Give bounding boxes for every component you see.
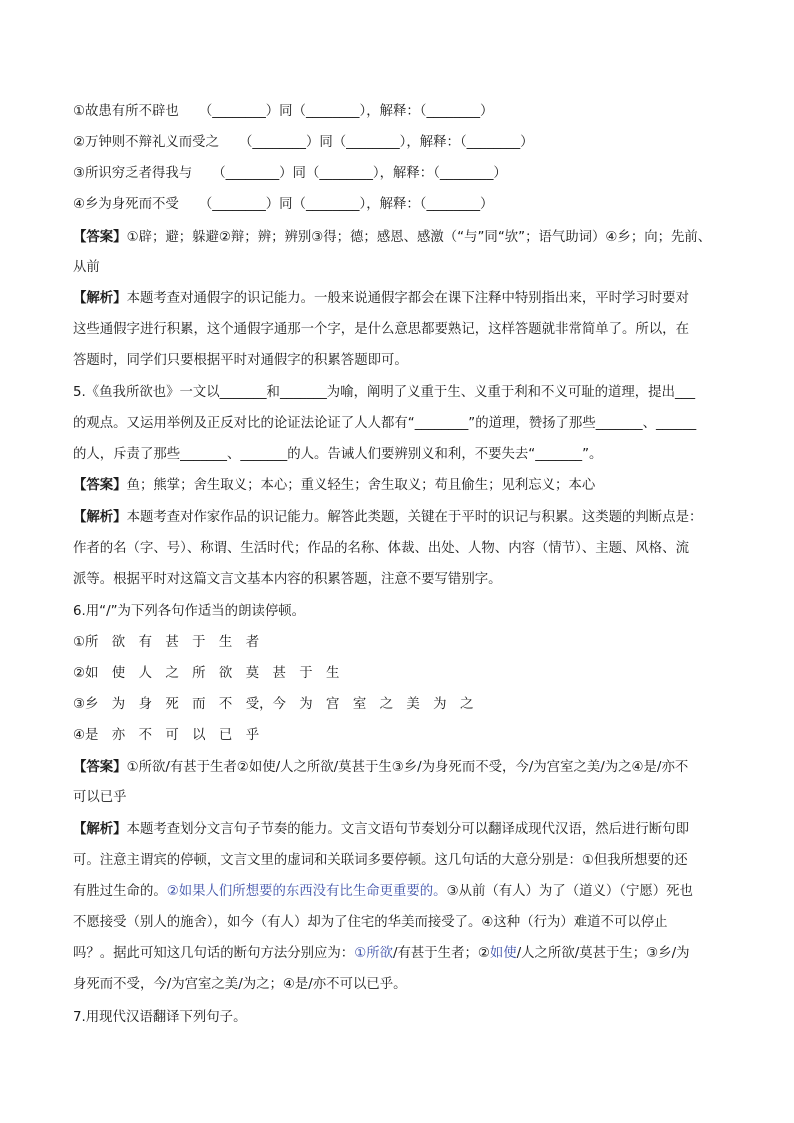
q7-title: 7.用现代汉语翻译下列句子。 (73, 1010, 247, 1025)
q4-answer-line-1 (73, 228, 734, 248)
highlighted-text: 如使 (489, 946, 517, 961)
q6-title: 6.用“/”为下列各句作适当的朗读停顿。 (73, 604, 306, 619)
q6-analysis-line-5 (73, 944, 734, 964)
q4-analysis-line-3: 答题时，同学们只要根据平时对通假字的积累答题即可。 (73, 353, 408, 368)
answer-tag: 【答案】 (73, 230, 127, 245)
q4-item-3: ③所识穷乏者得我与 （________）同（________），解释：（________） (73, 166, 507, 181)
analysis-text: /人之所欲/莫甚于生；③乡/为 (516, 946, 690, 961)
analysis-text: ③从前（有人）为了（道义）（宁愿）死也 (446, 884, 693, 899)
q6-sentence-3: ③乡 为 身 死 而 不 受，今 为 宫 室 之 美 为 之 (73, 697, 474, 712)
q6-analysis-line-1 (73, 820, 734, 840)
analysis-tag: 【解析】 (73, 291, 127, 306)
analysis-tag: 【解析】 (73, 822, 127, 837)
answer-tag: 【答案】 (73, 760, 127, 775)
q5-answer (73, 476, 734, 496)
q6-answer-line-1 (73, 758, 734, 778)
q5-line-2: 的观点。又运用举例及正反对比的论证法论证了人人都有“________”的道理，赞扬了那些_______、______ (73, 416, 697, 431)
analysis-text: 本题考查对作家作品的识记能力。解答此类题，关键在于平时的识记与积累。这类题的判断点是： (126, 510, 703, 525)
q5-analysis-line-2: 作者的名（字、号）、称谓、生活时代；作品的名称、体裁、出处、人物、内容（情节）、主题、风格、流 (73, 541, 689, 556)
q6-answer-line-2: 可以已乎 (73, 790, 127, 805)
q5-analysis-line-1 (73, 508, 734, 528)
analysis-text: 本题考查划分文言句子节奏的能力。文言文语句节奏划分可以翻译成现代汉语，然后进行断句即 (126, 822, 689, 837)
q6-analysis-line-4: 不愿接受（别人的施舍），如今（有人）却为了住宅的华美而接受了。④这种（行为）难道不可以停止 (73, 915, 668, 930)
q6-analysis-line-3 (73, 882, 734, 902)
analysis-text: /有甚于生者；② (393, 946, 490, 961)
answer-text: ①辟；避；躲避②辩；辨；辨别③得；德；感恩、感激（“与”同“欤”；语气助词）④乡；向；先前、 (126, 230, 712, 245)
answer-tag: 【答案】 (73, 478, 127, 493)
q5-line-3: 的人，斥责了那些_______、_______的人。告诫人们要辨别义和利，不要失去“_______”。 (73, 447, 603, 462)
analysis-text: 吗？。据此可知这几句话的断句方法分别应为： (73, 946, 355, 961)
q6-sentence-4: ④是 亦 不 可 以 已 乎 (73, 728, 260, 743)
q4-analysis-line-1 (73, 289, 734, 309)
q6-analysis-line-6: 身死而不受，今/为宫室之美/为之；④是/亦不可以已乎。 (73, 977, 407, 992)
q5-analysis-line-3: 派等。根据平时对这篇文言文基本内容的积累答题，注意不要写错别字。 (73, 572, 502, 587)
answer-text: ①所欲/有甚于生者②如使/人之所欲/莫甚于生③乡/为身死而不受，今/为宫室之美/为之④是/亦不 (126, 760, 689, 775)
answer-text: 鱼；熊掌；舍生取义；本心；重义轻生；舍生取义；苟且偷生；见利忘义；本心 (126, 478, 596, 493)
q6-analysis-line-2: 可。注意主谓宾的停顿，文言文里的虚词和关联词多要停顿。这几句话的大意分别是：①但我所想要的还 (73, 853, 688, 868)
analysis-text: 本题考查对通假字的识记能力。一般来说通假字都会在课下注释中特别指出来，平时学习时要对 (126, 291, 689, 306)
q6-sentence-1: ①所 欲 有 甚 于 生 者 (73, 635, 260, 650)
analysis-tag: 【解析】 (73, 510, 127, 525)
q4-analysis-line-2: 这些通假字进行积累，这个通假字通那一个字，是什么意思都要熟记，这样答题就非常简单了。所以，在 (73, 322, 689, 337)
highlighted-text: ②如果人们所想要的东西没有比生命更重要的。 (166, 884, 447, 899)
q4-item-4: ④乡为身死而不受 （________）同（________），解释：（________） (73, 197, 494, 212)
analysis-text: 有胜过生命的。 (73, 884, 167, 899)
q4-item-2: ②万钟则不辩礼义而受之 （________）同（________），解释：（________） (73, 135, 534, 150)
q4-item-1: ①故患有所不辟也 （________）同（________），解释：（________） (73, 104, 494, 119)
highlighted-text: ①所欲 (354, 946, 393, 961)
q4-answer-line-2: 从前 (73, 260, 100, 275)
q5-line-1: 5.《鱼我所欲也》一文以_______和_______为喻，阐明了义重于生、义重于利和不义可耻的道理，提出___ (73, 385, 696, 400)
q6-sentence-2: ②如 使 人 之 所 欲 莫 甚 于 生 (73, 666, 340, 681)
